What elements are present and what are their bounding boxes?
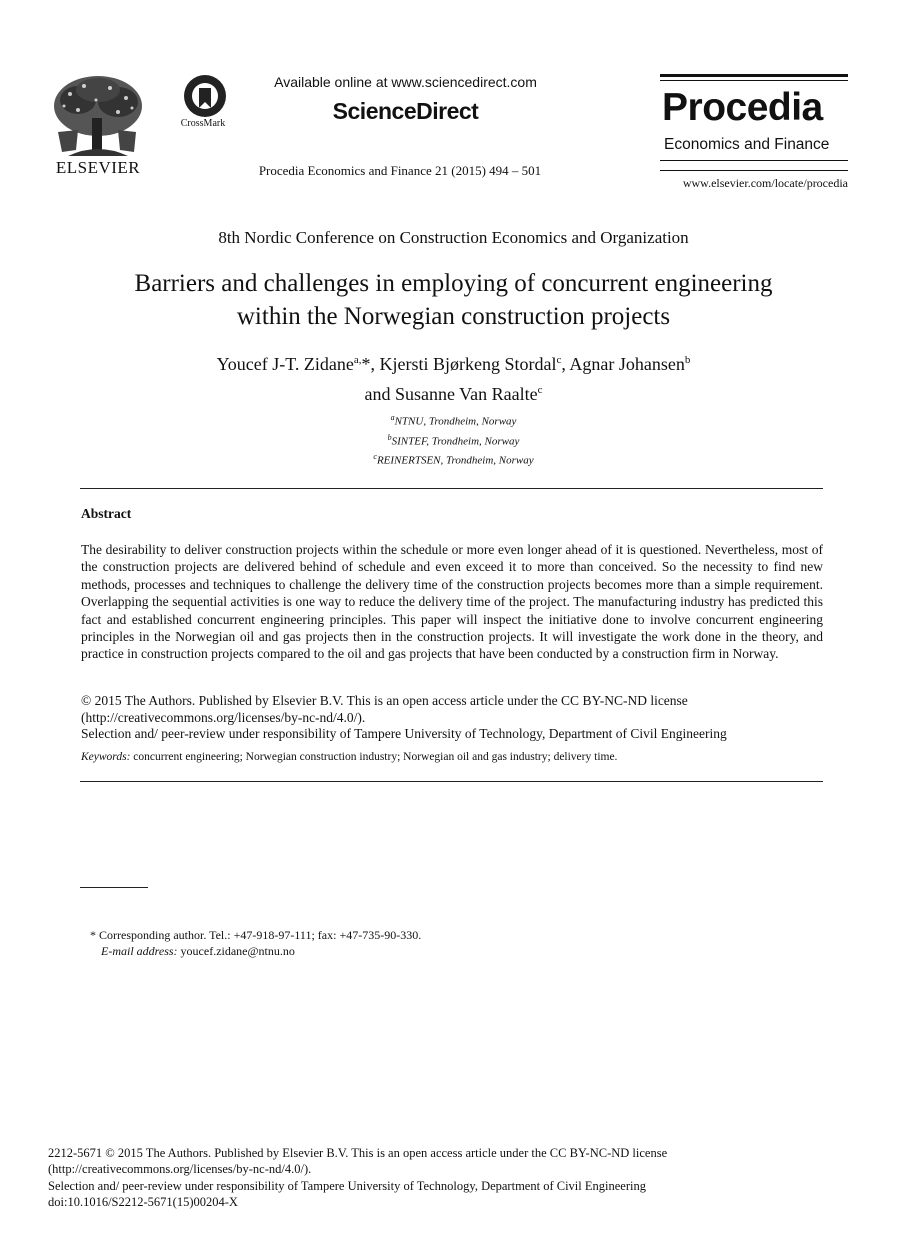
masthead-rule	[660, 80, 848, 81]
author-name: Youcef J-T. Zidane	[216, 354, 354, 374]
footnote-rule	[80, 887, 148, 888]
available-online-text[interactable]: Available online at www.sciencedirect.com	[274, 74, 537, 90]
corresponding-author-note: * Corresponding author. Tel.: +47-918-97-111; fax: +47-735-90-330.	[90, 928, 422, 942]
author-affil-sup: c	[556, 354, 562, 366]
author-name: and Susanne Van Raalte	[364, 384, 538, 404]
author-name: Agnar Johansen	[569, 354, 685, 374]
copyright-line: © 2015 The Authors. Published by Elsevier B.V. This is an open access article under the CC BY-NC-ND license	[81, 693, 688, 708]
email-note	[101, 944, 295, 959]
affiliation-sup: c	[373, 452, 377, 462]
copyright-block	[81, 693, 823, 743]
affiliation-sup: b	[387, 432, 392, 442]
section-divider	[80, 488, 823, 489]
paper-title	[80, 267, 827, 333]
bottom-license-block	[48, 1145, 808, 1210]
title-line: within the Norwegian construction projects	[236, 303, 671, 330]
keywords-line	[81, 751, 823, 763]
masthead-rule	[660, 170, 848, 171]
affiliation	[80, 430, 827, 450]
license-link[interactable]: (http://creativecommons.org/licenses/by-nc-nd/4.0/).	[48, 1162, 312, 1177]
issn-copyright-line: 2212-5671 © 2015 The Authors. Published by Elsevier B.V. This is an open access article under the CC BY-NC-ND license	[48, 1146, 668, 1160]
affiliation	[80, 449, 827, 469]
email-address[interactable]: youcef.zidane@ntnu.no	[180, 944, 295, 958]
procedia-subtitle: Economics and Finance	[664, 136, 830, 153]
abstract-body: The desirability to deliver construction projects within the schedule or more even longer ahead of it is questioned. Nevertheless, most of the construction projects are delivered behind of schedule and even exceed it to more than conceived. So the necessity to find new methods, processes and techniques to challenge the delivery time of the construction projects becomes more than a simple requirement. Overlapping the sequential activities is one way to reduce the delivery time of the project. The manufacturing industry has predicted this fact and established concurrent engineering principles. This paper will inspect the initiative done to involve concurrent engineering principles in the Norwegian oil and gas projects then in the construction projects. It will investigate the work done in the theory, and practice in construction projects compared to the oil and gas projects that have been conducted by a construction firm in Norway.	[81, 542, 823, 662]
affiliation-sup: a	[390, 413, 395, 422]
journal-reference: Procedia Economics and Finance 21 (2015) 494 – 501	[258, 163, 542, 178]
section-divider	[80, 781, 823, 782]
title-line: Barriers and challenges in employing of concurrent engineering	[134, 270, 773, 297]
author-affil-sup: a,	[353, 354, 362, 366]
author-line	[80, 347, 827, 377]
author-line	[80, 377, 827, 407]
peer-review-line: Selection and/ peer-review under responsibility of Tampere University of Technology, Department of Civil Engineering	[48, 1178, 646, 1193]
procedia-title: Procedia	[662, 86, 823, 129]
keywords-label: Keywords:	[81, 751, 131, 763]
email-label: E-mail address:	[101, 944, 178, 958]
peer-review-line: Selection and/ peer-review under responsibility of Tampere University of Technology, Department of Civil Engineering	[81, 726, 727, 741]
affiliation-text: REINERTSEN, Trondheim, Norway	[376, 454, 534, 467]
crossmark-label: CrossMark	[180, 118, 226, 129]
affiliation-text: NTNU, Trondheim, Norway	[394, 415, 517, 428]
doi-line[interactable]: doi:10.1016/S2212-5671(15)00204-X	[48, 1194, 238, 1209]
affiliation	[80, 410, 827, 430]
elsevier-wordmark: ELSEVIER	[55, 158, 141, 177]
abstract-heading: Abstract	[81, 506, 132, 521]
masthead-rule	[660, 160, 848, 161]
masthead-rule	[660, 74, 848, 77]
author-name: Kjersti Bjørkeng Stordal	[379, 354, 557, 374]
author-affil-sup: b	[684, 354, 691, 366]
author-list	[80, 347, 827, 407]
author-separator: *,	[361, 354, 380, 374]
procedia-url[interactable]: www.elsevier.com/locate/procedia	[682, 176, 848, 190]
affiliation-list	[80, 410, 827, 469]
keywords-text: concurrent engineering; Norwegian construction industry; Norwegian oil and gas industry; delivery time.	[133, 751, 618, 763]
sciencedirect-logo[interactable]: ScienceDirect	[332, 98, 479, 124]
author-affil-sup: c	[537, 384, 543, 396]
affiliation-text: SINTEF, Trondheim, Norway	[391, 435, 520, 448]
conference-name: 8th Nordic Conference on Construction Economics and Organization	[218, 228, 689, 247]
author-separator: ,	[561, 354, 570, 374]
license-link[interactable]: (http://creativecommons.org/licenses/by-nc-nd/4.0/).	[81, 709, 366, 725]
